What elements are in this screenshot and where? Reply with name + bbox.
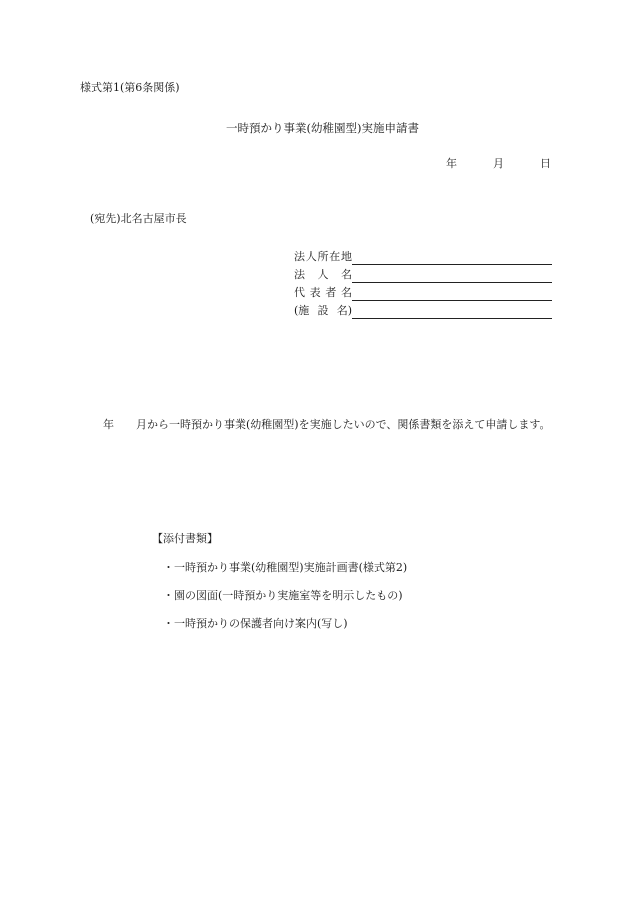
body-text: 月から一時預かり事業(幼稚園型)を実施したいので、関係書類を添えて申請します。 — [136, 418, 551, 431]
field-label: 代 表 者 名 — [294, 286, 352, 299]
date-month: 月 — [493, 157, 504, 170]
field-label: 法 人 名 — [294, 268, 352, 281]
attachment-item: ・一時預かりの保護者向け案内(写し) — [163, 617, 348, 630]
field-underline[interactable] — [352, 282, 552, 283]
field-underline[interactable] — [352, 300, 552, 301]
field-underline[interactable] — [352, 318, 552, 319]
applicant-field-address — [294, 250, 552, 266]
document-title: 一時預かり事業(幼稚園型)実施申請書 — [226, 121, 419, 135]
attachment-item: ・一時預かり事業(幼稚園型)実施計画書(様式第2) — [163, 561, 408, 574]
addressee: (宛先)北名古屋市長 — [90, 212, 187, 225]
form-number: 様式第1(第6条関係) — [80, 81, 180, 94]
field-label: (施 設 名) — [294, 304, 352, 317]
field-label: 法 人 所 在 地 — [294, 250, 352, 263]
attachments-heading: 【添付書類】 — [152, 532, 218, 545]
date-year: 年 — [446, 157, 457, 170]
body-year-label: 年 — [103, 418, 114, 431]
applicant-field-corporation-name — [294, 268, 552, 284]
attachment-item: ・園の図面(一時預かり実施室等を明示したもの) — [163, 589, 403, 602]
date-day: 日 — [540, 157, 551, 170]
applicant-field-representative — [294, 286, 552, 302]
applicant-field-facility-name — [294, 304, 552, 320]
field-underline[interactable] — [352, 264, 552, 265]
